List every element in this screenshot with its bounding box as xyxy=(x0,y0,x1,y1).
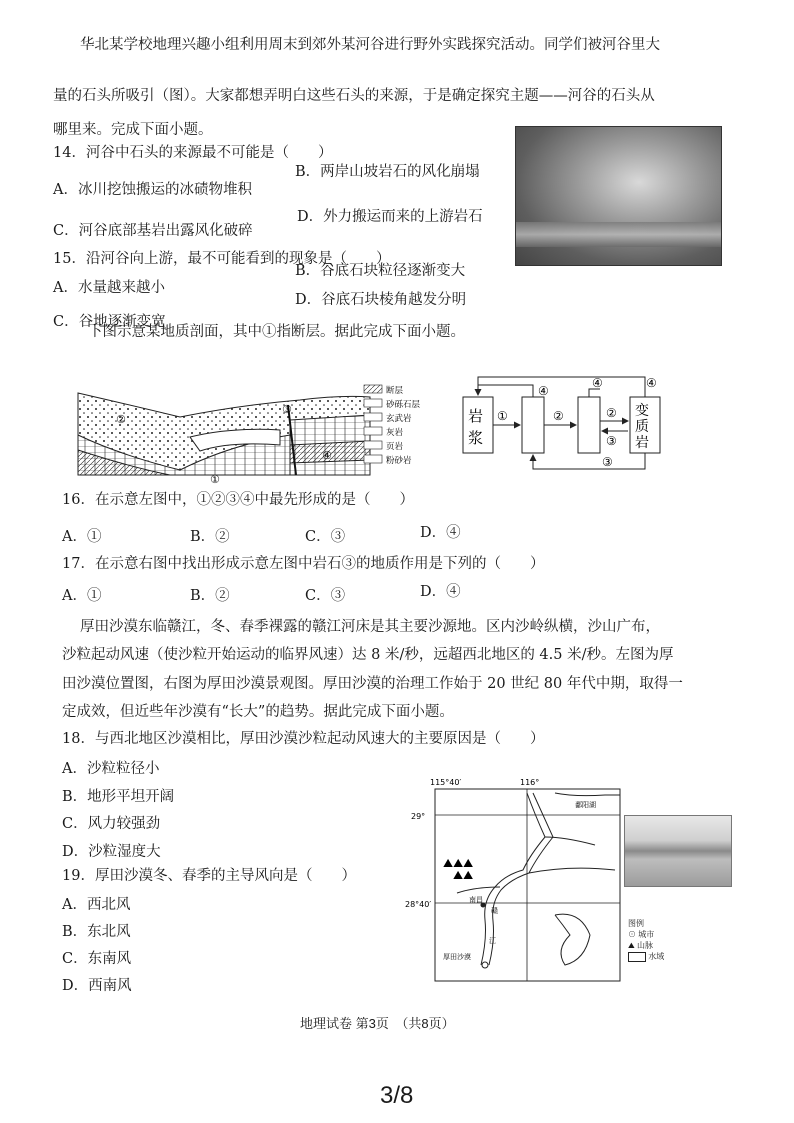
q14-option-a: A．冰川挖蚀搬运的冰碛物堆积 xyxy=(53,182,252,198)
q16-option-d: D．④ xyxy=(420,525,461,541)
marker-1: ① xyxy=(210,473,220,485)
legend-swatch-basalt xyxy=(364,413,382,421)
intro3-line3: 田沙漠位置图，右图为厚田沙漠景观图。厚田沙漠的治理工作始于 20 世纪 80 年代中期，取得一 xyxy=(62,676,683,692)
q18-option-d: D．沙粒湿度大 xyxy=(62,844,161,860)
rock-cycle-diagram xyxy=(460,365,665,475)
meta-label-3: 岩 xyxy=(635,435,649,451)
meta-label-2: 质 xyxy=(635,419,649,435)
q19-option-c: C．东南风 xyxy=(62,951,132,967)
map-city-label: 南昌 xyxy=(469,896,483,904)
legend-basalt: 玄武岩 xyxy=(386,414,412,424)
map-legend-water: 水域 xyxy=(628,951,664,962)
map-lat2: 28°40′ xyxy=(405,900,432,909)
legend-swatch-siltstone xyxy=(364,455,382,463)
meta-label-1: 变 xyxy=(635,403,649,419)
legend-swatch-shale xyxy=(364,441,382,449)
mountain-legend-icon: ⛰ xyxy=(628,941,635,950)
legend-swatch-gravel xyxy=(364,399,382,407)
rock-box-1 xyxy=(522,397,544,453)
q17-option-c: C．③ xyxy=(305,588,346,604)
legend-swatch-fault xyxy=(364,385,382,393)
map-river-label-1: 赣 xyxy=(491,907,498,915)
q14-option-b: B．两岸山坡岩石的风化崩塌 xyxy=(295,164,480,180)
q14-stem: 14．河谷中石头的来源最不可能是（ ） xyxy=(53,145,333,161)
legend-gravel: 砂砾石层 xyxy=(386,400,421,410)
marker-2: ② xyxy=(116,413,126,426)
intro1-line3: 哪里来。完成下面小题。 xyxy=(53,122,213,138)
marker-3: ③ xyxy=(282,403,292,416)
intro1-line1: 华北某学校地理兴趣小组利用周末到郊外某河谷进行野外实践探究活动。同学们被河谷里大 xyxy=(80,37,660,53)
arrow-label-3a: ③ xyxy=(606,434,617,448)
geologic-section-diagram xyxy=(70,375,400,485)
water-legend-icon xyxy=(628,952,646,962)
houtian-desert-location-map xyxy=(405,775,623,985)
intro2: 下图示意某地质剖面，其中①指断层。据此完成下面小题。 xyxy=(88,324,465,340)
q14-option-c: C．河谷底部基岩出露风化破碎 xyxy=(53,223,253,239)
map-river-label-2: 江 xyxy=(489,937,496,945)
q18-option-c: C．风力较强劲 xyxy=(62,816,161,832)
q18-option-b: B．地形平坦开阔 xyxy=(62,789,175,805)
arrow-label-1: ① xyxy=(497,409,508,423)
legend-shale: 页岩 xyxy=(386,442,404,452)
map-legend xyxy=(628,918,664,962)
marker-4: ④ xyxy=(322,449,332,462)
legend-fault: 断层 xyxy=(386,386,404,396)
arrow-label-2b: ② xyxy=(606,406,617,420)
magma-label-1: 岩 xyxy=(468,407,484,425)
arrow-label-4b: ④ xyxy=(592,376,603,390)
q16-option-a: A．① xyxy=(62,529,102,545)
river-valley-photo xyxy=(515,126,722,266)
city-legend-icon: ⊙ xyxy=(628,930,636,939)
q15-option-d: D．谷底石块棱角越发分明 xyxy=(295,292,467,308)
q17-option-b: B．② xyxy=(190,588,230,604)
magma-label-2: 浆 xyxy=(468,429,484,447)
q17-option-d: D．④ xyxy=(420,584,461,600)
map-lon2: 116° xyxy=(520,778,540,787)
arrow-label-3b: ③ xyxy=(602,455,613,469)
q19-option-b: B．东北风 xyxy=(62,924,131,940)
map-lon1: 115°40′ xyxy=(430,778,462,787)
map-legend-title: 图例 xyxy=(628,919,644,928)
legend-swatch-limestone xyxy=(364,427,382,435)
page-footer: 地理试卷 第3页 （共8页） xyxy=(300,1016,455,1031)
intro3-line1: 厚田沙漠东临赣江，冬、春季裸露的赣江河床是其主要沙源地。区内沙岭纵横，沙山广布， xyxy=(80,619,660,635)
map-lake-label: 鄱阳湖 xyxy=(575,801,596,809)
map-legend-mountain: ⛰ 山脉 xyxy=(628,941,653,950)
arrow-label-4c: ④ xyxy=(646,376,657,390)
legend-limestone: 灰岩 xyxy=(386,428,404,438)
intro1-line2: 量的石头所吸引（图）。大家都想弄明白这些石头的来源，于是确定探究主题——河谷的石头从 xyxy=(53,88,655,104)
map-desert-label: 厚田沙漠 xyxy=(443,953,471,961)
q16-stem: 16．在示意左图中，①②③④中最先形成的是（ ） xyxy=(62,492,414,508)
arrow-label-4a: ④ xyxy=(538,384,549,398)
page-indicator: 3/8 xyxy=(380,1082,414,1109)
map-legend-city: ⊙ 城市 xyxy=(628,930,655,939)
q15-option-a: A．水量越来越小 xyxy=(53,280,165,296)
map-lat1: 29° xyxy=(411,812,426,821)
arrow-label-2a: ② xyxy=(553,409,564,423)
q18-option-a: A．沙粒粒径小 xyxy=(62,761,160,777)
desert-landscape-photo xyxy=(624,815,732,887)
rock-box-2 xyxy=(578,397,600,453)
q18-stem: 18．与西北地区沙漠相比，厚田沙漠沙粒起动风速大的主要原因是（ ） xyxy=(62,731,545,747)
q19-option-a: A．西北风 xyxy=(62,897,131,913)
q15-stem: 15．沿河谷向上游，最不可能看到的现象是（ ） xyxy=(53,251,391,267)
q15-option-c: C．谷地逐渐变宽 xyxy=(53,314,166,330)
q19-option-d: D．西南风 xyxy=(62,978,132,994)
q14-option-d: D．外力搬运而来的上游岩石 xyxy=(297,209,483,225)
mountain-icon: ⛰⛰ xyxy=(453,868,474,882)
mountain-icon: ⛰⛰⛰ xyxy=(443,856,474,870)
legend-siltstone: 粉砂岩 xyxy=(386,456,412,466)
q15-option-b: B．谷底石块粒径逐渐变大 xyxy=(295,263,466,279)
intro3-line4: 定成效，但近些年沙漠有“长大”的趋势。据此完成下面小题。 xyxy=(62,704,454,720)
intro3-line2: 沙粒起动风速（使沙粒开始运动的临界风速）达 8 米/秒，远超西北地区的 4.5 米/秒。左图为厚 xyxy=(62,647,674,663)
q17-option-a: A．① xyxy=(62,588,102,604)
q19-stem: 19．厚田沙漠冬、春季的主导风向是（ ） xyxy=(62,868,356,884)
q16-option-b: B．② xyxy=(190,529,230,545)
q16-option-c: C．③ xyxy=(305,529,346,545)
q17-stem: 17．在示意右图中找出形成示意左图中岩石③的地质作用是下列的（ ） xyxy=(62,556,545,572)
geologic-legend xyxy=(362,383,447,473)
